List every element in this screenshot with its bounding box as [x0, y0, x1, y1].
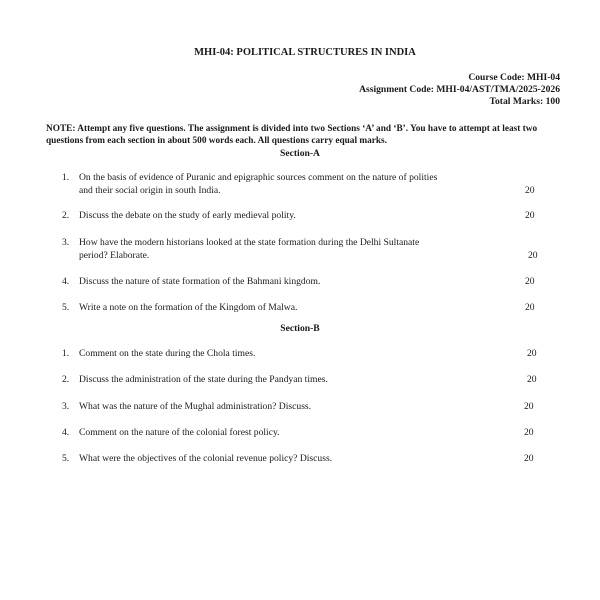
course-meta [359, 72, 560, 108]
question-text: Write a note on the formation of the Kingdom of Malwa. [79, 302, 298, 313]
question-marks: 20 [525, 210, 535, 221]
question-text: What were the objectives of the colonial revenue policy? Discuss. [79, 453, 333, 464]
question-marks: 20 [525, 185, 535, 196]
course-code: Course Code: MHI-04 [468, 72, 560, 83]
question-marks: 20 [528, 250, 538, 261]
instructions-note: NOTE: Attempt any five questions. The assignment is divided into two Sections ‘A’ and ‘B’. You have to attempt at least two questions from each section in about 500 words each. All questions carry equal marks. [46, 124, 538, 146]
question-number: 2. [62, 210, 70, 221]
question-marks: 20 [527, 374, 537, 385]
question-number: 3. [62, 401, 70, 412]
question-number: 1. [62, 348, 70, 359]
page-title: MHI-04: POLITICAL STRUCTURES IN INDIA [194, 47, 416, 58]
question-text: Comment on the nature of the colonial forest policy. [79, 427, 280, 438]
question-marks: 20 [527, 348, 537, 359]
question-text: On the basis of evidence of Puranic and epigraphic sources comment on the nature of polities and their social origin in south India. [79, 172, 438, 196]
total-marks: Total Marks: 100 [489, 96, 560, 107]
question-marks: 20 [524, 401, 534, 412]
question-marks: 20 [525, 302, 535, 313]
question-marks: 20 [524, 427, 534, 438]
section-b-title: Section-B [280, 323, 320, 334]
question-marks: 20 [525, 276, 535, 287]
question-text: Discuss the nature of state formation of the Bahmani kingdom. [79, 276, 321, 287]
question-number: 1. [62, 172, 70, 183]
assignment-code: Assignment Code: MHI-04/AST/TMA/2025-2026 [359, 84, 560, 95]
question-number: 5. [62, 302, 70, 313]
question-text: Comment on the state during the Chola times. [79, 348, 256, 359]
question-text: Discuss the debate on the study of early medieval polity. [79, 210, 296, 221]
question-number: 5. [62, 453, 70, 464]
question-text: What was the nature of the Mughal administration? Discuss. [79, 401, 312, 412]
question-number: 4. [62, 427, 70, 438]
question-number: 2. [62, 374, 70, 385]
question-text: How have the modern historians looked at the state formation during the Delhi Sultanate period? Elaborate. [79, 237, 420, 261]
question-number: 3. [62, 237, 70, 248]
question-number: 4. [62, 276, 70, 287]
section-a-title: Section-A [280, 148, 320, 159]
question-marks: 20 [524, 453, 534, 464]
question-text: Discuss the administration of the state during the Pandyan times. [79, 374, 328, 385]
